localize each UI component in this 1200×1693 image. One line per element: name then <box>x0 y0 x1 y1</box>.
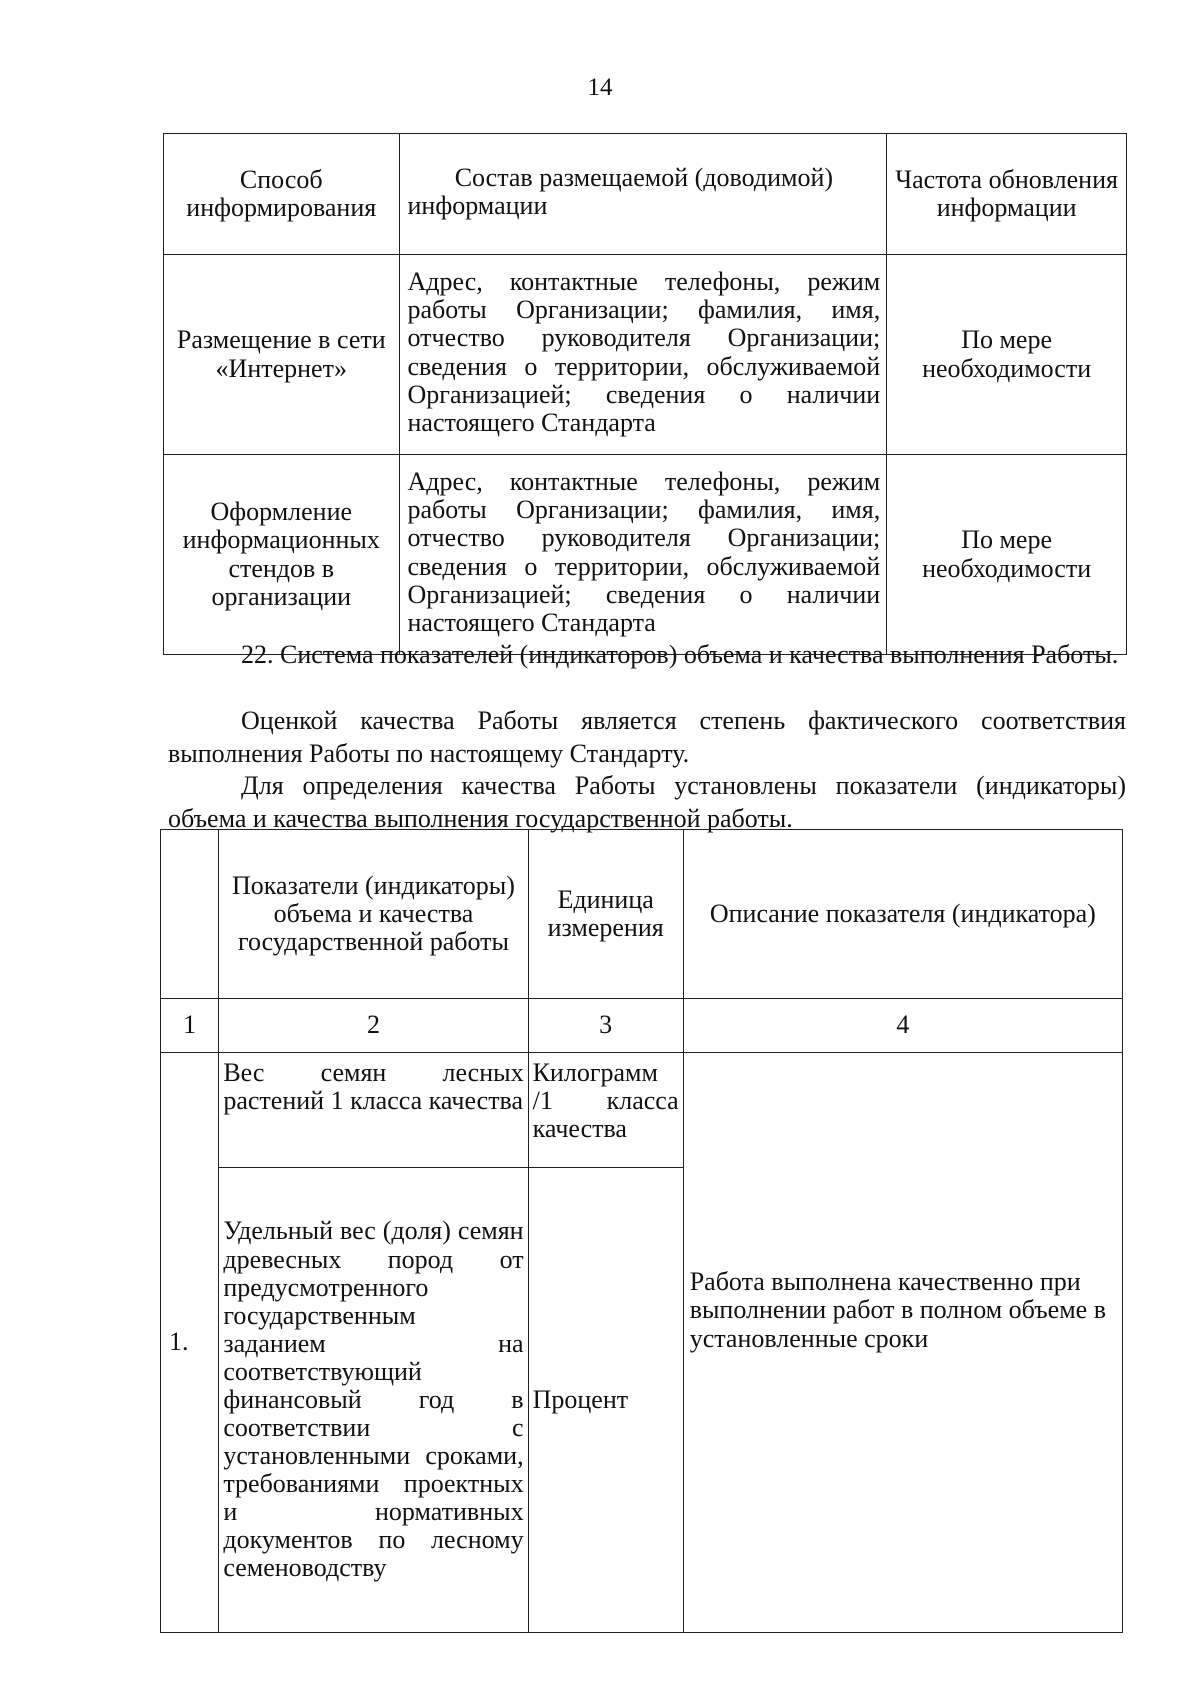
indicator-unit: Процент <box>528 1168 683 1633</box>
information-methods-table <box>163 133 1127 655</box>
header-frequency: Частота обновления информации <box>887 134 1127 255</box>
header-indicators: Показатели (индикаторы) объема и качества государственной работы <box>219 830 528 999</box>
column-number: 3 <box>528 999 683 1053</box>
paragraph-22: 22. Система показателей (индикаторов) объема и качества выполнения Работы. <box>241 640 1119 669</box>
method-cell: Размещение в сети «Интернет» <box>164 255 400 455</box>
column-numbers-row <box>161 999 1123 1053</box>
indicator-name: Вес семян лесных растений 1 класса качества <box>219 1053 528 1168</box>
header-unit: Единица измерения <box>528 830 683 999</box>
method-cell: Оформление информационных стендов в организации <box>164 455 400 655</box>
frequency-cell: По мере необходимости <box>887 255 1127 455</box>
column-number: 2 <box>219 999 528 1053</box>
header-description: Описание показателя (индикатора) <box>683 830 1122 999</box>
paragraph-quality: Оценкой качества Работы является степень фактического соответствия выполнения Работы по настоящему Стандарту. <box>168 706 1126 768</box>
header-method: Способ информирования <box>164 134 400 255</box>
page-number: 14 <box>587 74 613 101</box>
table-header-row <box>161 830 1123 999</box>
paragraph-define: Для определения качества Работы установлены показатели (индикаторы) объема и качества выполнения государственной работы. <box>168 771 1126 833</box>
indicator-name: Удельный вес (доля) семян древесных пород от предусмотренного государственным заданием на соответствующий финансовый год в соответствии с установленными сроками, требованиями проектных и нормативных документов по лесному семеноводству <box>219 1168 528 1633</box>
table-row <box>164 455 1127 655</box>
indicator-description: Работа выполнена качественно при выполнении работ в полном объеме в установленные сроки <box>683 1053 1122 1633</box>
table-row <box>164 255 1127 455</box>
content-cell: Адрес, контактные телефоны, режим работы Организации; фамилия, имя, отчество руководителя Организации; сведения о территории, обслуживаемой Организацией; сведения о наличии настоящего Стандарта <box>399 255 887 455</box>
table-row <box>161 1053 1123 1168</box>
column-number: 4 <box>683 999 1122 1053</box>
table-header-row <box>164 134 1127 255</box>
frequency-cell: По мере необходимости <box>887 455 1127 655</box>
row-number: 1. <box>161 1053 219 1633</box>
indicators-table <box>160 829 1123 1633</box>
column-number: 1 <box>161 999 219 1053</box>
indicator-unit: Килограмм /1 класса качества <box>528 1053 683 1168</box>
header-number <box>161 830 219 999</box>
header-content: Состав размещаемой (доводимой) информации <box>399 134 887 255</box>
content-cell: Адрес, контактные телефоны, режим работы Организации; фамилия, имя, отчество руководителя Организации; сведения о территории, обслуживаемой Организацией; сведения о наличии настоящего Стандарта <box>399 455 887 655</box>
